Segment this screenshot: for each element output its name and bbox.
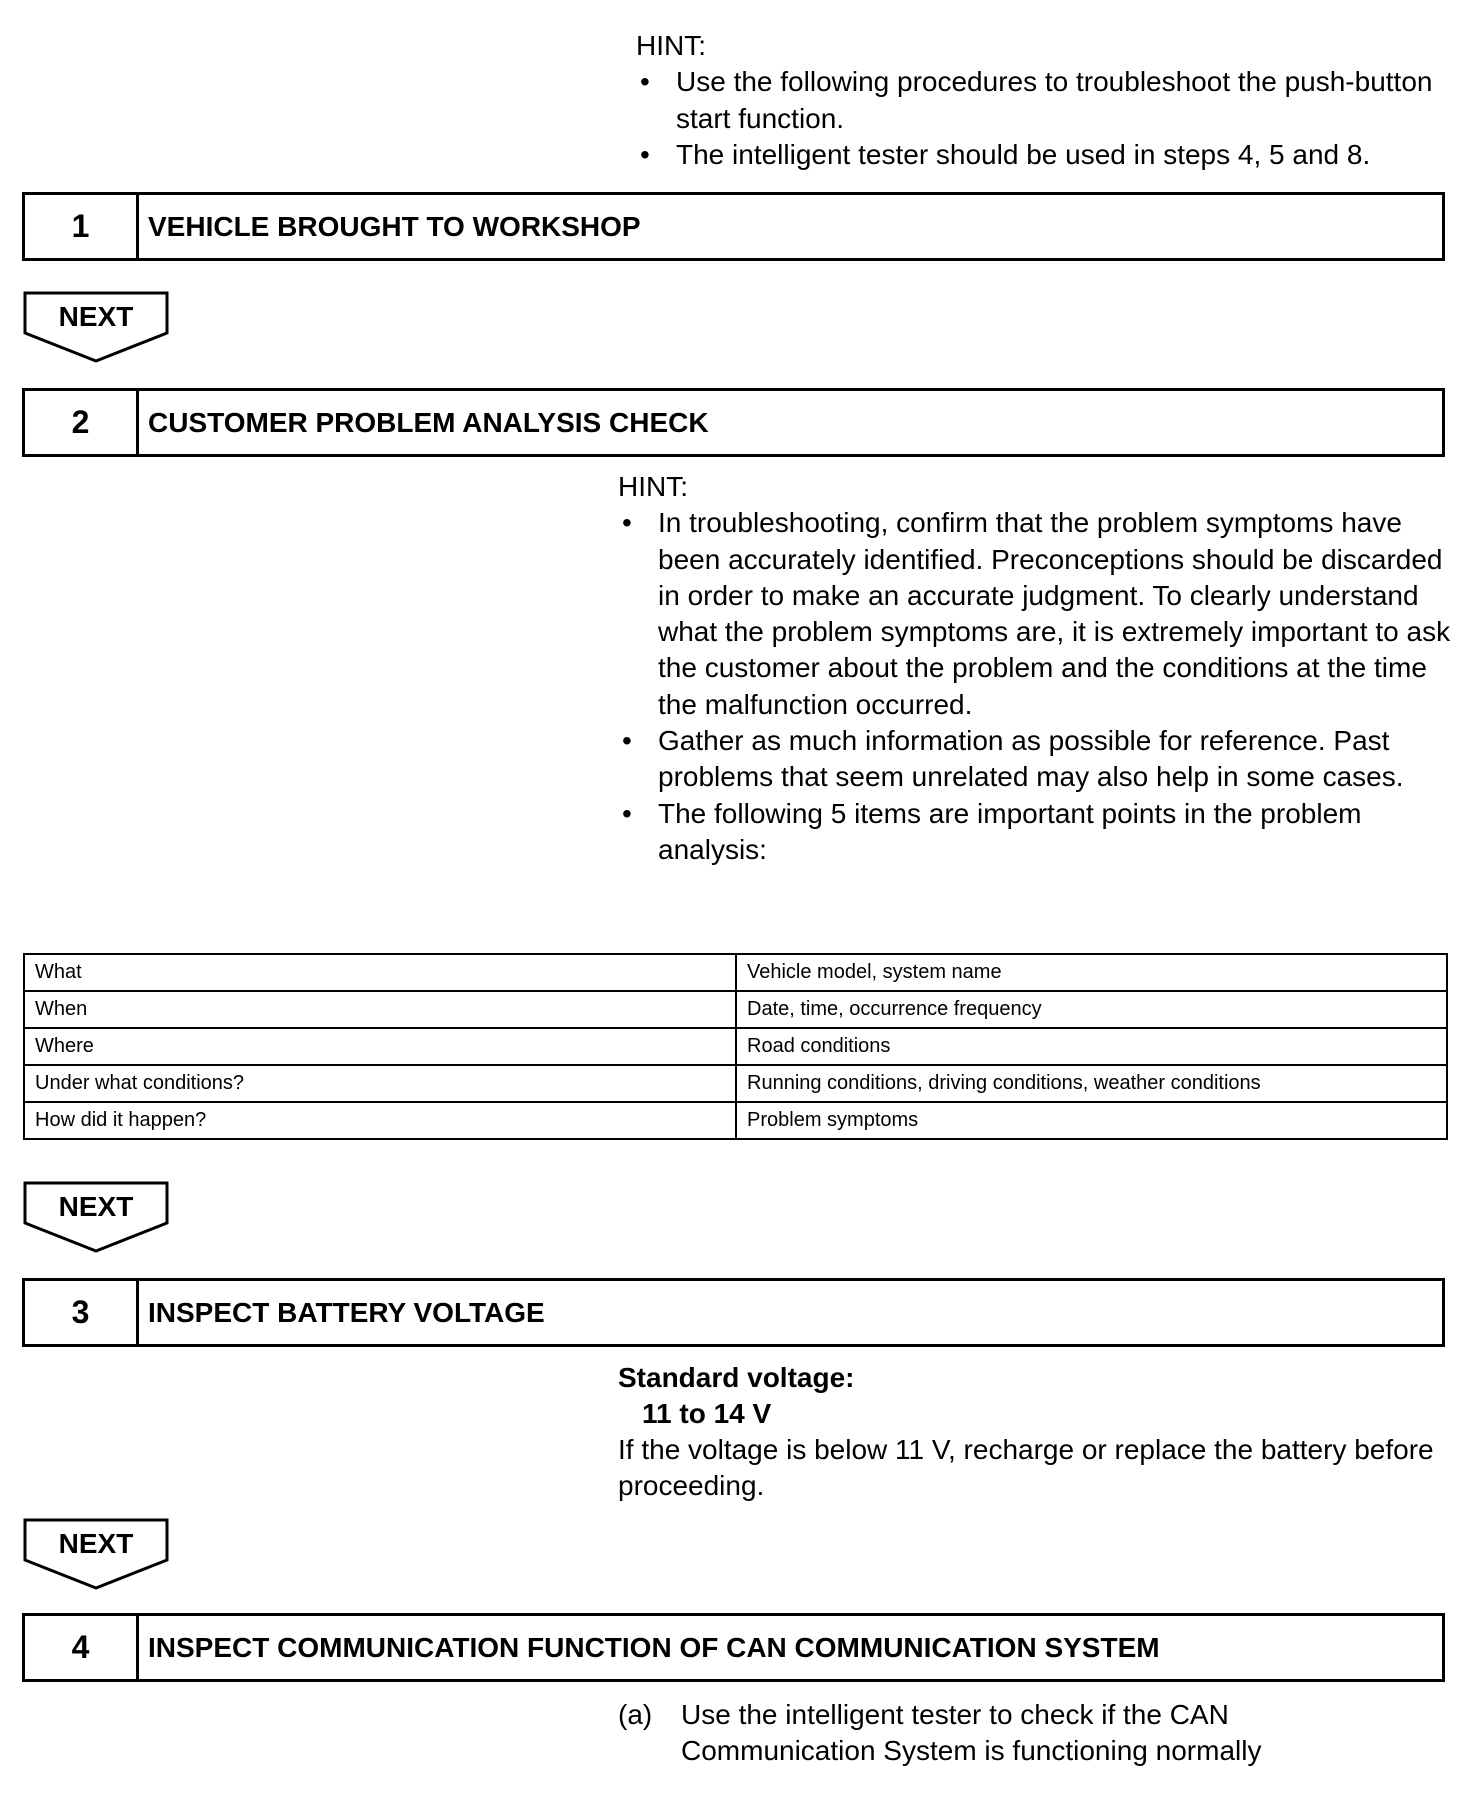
bullet-icon: • [640,138,650,170]
hint-item: • The intelligent tester should be used in steps 4, 5 and 8. [636,137,1456,173]
hint-label: HINT: [618,471,688,502]
step-4-header [22,1613,1445,1682]
step-title: INSPECT COMMUNICATION FUNCTION OF CAN COMMUNICATION SYSTEM [148,1631,1160,1663]
table-row [24,991,1447,1028]
step-number: 2 [25,391,139,454]
table-row [24,1028,1447,1065]
table-cell: Road conditions [736,1028,1447,1065]
table-cell: Under what conditions? [24,1065,736,1102]
problem-analysis-table [23,953,1448,1140]
hint-item: • Gather as much information as possible for reference. Past problems that seem unrelated may also help in some cases. [622,725,1404,793]
standard-voltage-value: 11 to 14 V [642,1398,772,1429]
table-row [24,954,1447,991]
table-cell: What [24,954,736,991]
standard-voltage-label: Standard voltage: [618,1362,855,1393]
hint-item: • The following 5 items are important points in the problem analysis: [622,797,1362,865]
step-title: VEHICLE BROUGHT TO WORKSHOP [148,210,641,242]
step-number: 1 [25,195,139,258]
step-number: 3 [25,1281,139,1344]
next-arrow [23,1518,169,1590]
table-cell: Vehicle model, system name [736,954,1447,991]
table-cell: Where [24,1028,736,1065]
step-4-item-text: Use the intelligent tester to check if the CAN Communication System is functioning normally [681,1699,1262,1766]
intro-hint [636,28,1456,173]
next-label: NEXT [58,1528,134,1559]
table-cell: Date, time, occurrence frequency [736,991,1447,1028]
step-2-hint [618,469,1453,868]
next-label: NEXT [58,301,134,332]
step-4-item-marker: (a) [618,1699,653,1730]
step-3-header [22,1278,1445,1347]
bullet-icon: • [622,507,632,539]
hint-item: • In troubleshooting, confirm that the problem symptoms have been accurately identified. Preconceptions should be discarded in order to make an accurate judgment. To clearly understand what the problem symptoms are, it is extremely important to ask the customer about the problem and the conditions at the time the malfunction occurred. [622,507,1451,720]
hint-label: HINT: [636,30,706,61]
table-row [24,1065,1447,1102]
table-cell: When [24,991,736,1028]
next-label: NEXT [58,1191,134,1222]
table-cell: Problem symptoms [736,1102,1447,1139]
step-1-header [22,192,1445,261]
next-arrow [23,1181,169,1253]
step-2-header [22,388,1445,457]
bullet-icon: • [640,66,650,98]
table-cell: Running conditions, driving conditions, weather conditions [736,1065,1447,1102]
next-arrow [23,291,169,363]
table-row [24,1102,1447,1139]
step-title: INSPECT BATTERY VOLTAGE [148,1296,545,1328]
table-cell: How did it happen? [24,1102,736,1139]
battery-note: If the voltage is below 11 V, recharge or replace the battery before proceeding. [618,1434,1434,1501]
bullet-icon: • [622,725,632,757]
hint-item: • Use the following procedures to troubleshoot the push-button start function. [640,66,1433,134]
step-number: 4 [25,1616,139,1679]
bullet-icon: • [622,797,632,829]
step-title: CUSTOMER PROBLEM ANALYSIS CHECK [148,406,709,438]
